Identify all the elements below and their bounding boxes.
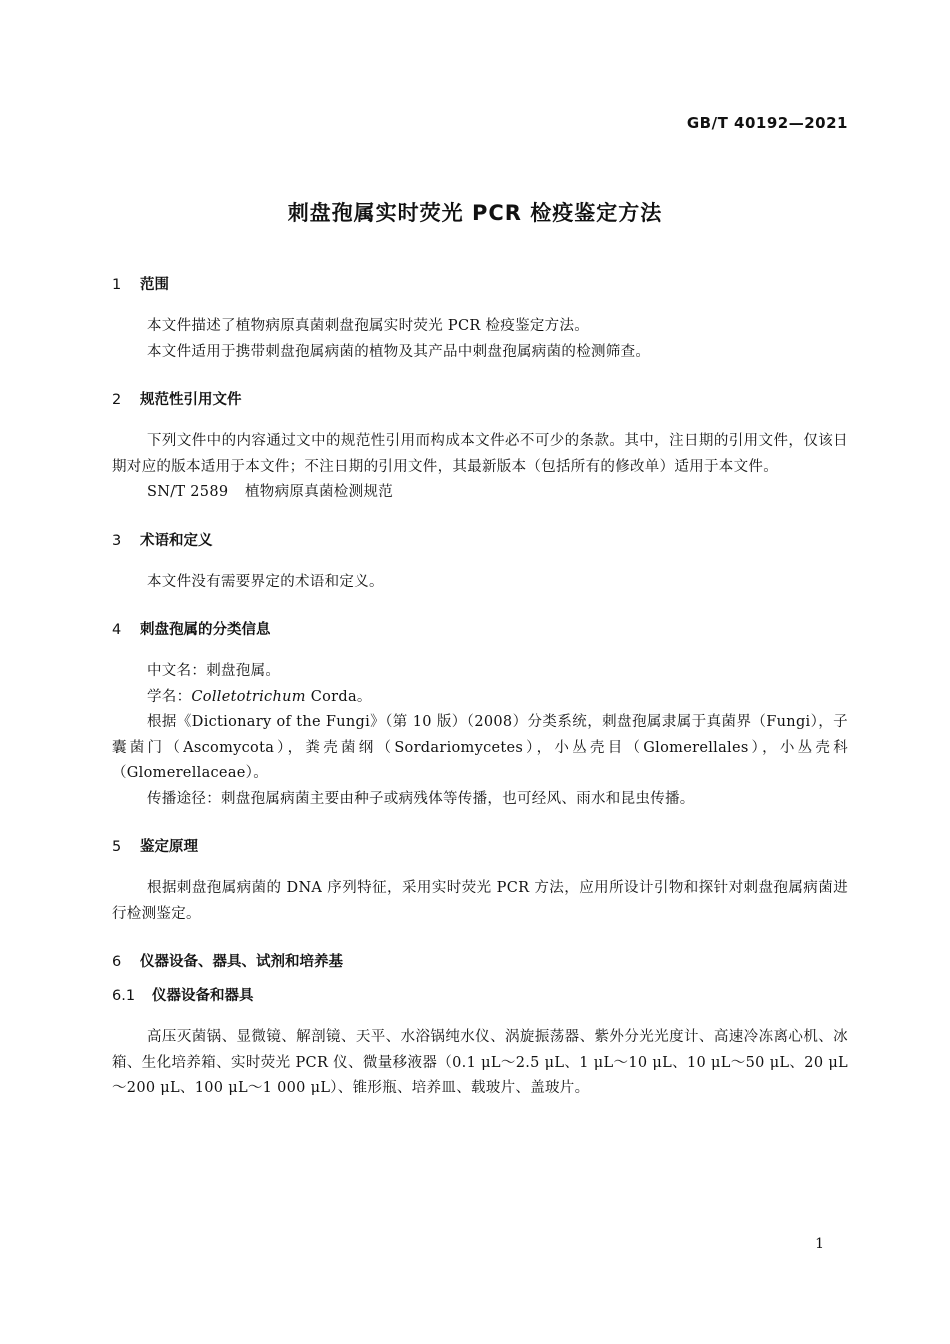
document-title: 刺盘孢属实时荧光 PCR 检疫鉴定方法 bbox=[287, 201, 663, 225]
paragraph: 根据刺盘孢属病菌的 DNA 序列特征，采用实时荧光 PCR 方法，应用所设计引物和探针对刺盘孢属病菌进行检测鉴定。 bbox=[112, 880, 848, 922]
document-body bbox=[112, 270, 848, 1122]
taxonomy-paragraph: 根据《Dictionary of the Fungi》（第 10 版）（2008）分类系统，刺盘孢属隶属于真菌界（Fungi），子囊菌门（Ascomycota），粪壳菌纲（Sordariomycetes），小丛壳目（Glomerellales），小丛壳科（Glomerellaceae）。 bbox=[112, 714, 848, 781]
section-number: 4 bbox=[112, 622, 122, 638]
section-title: 鉴定原理 bbox=[140, 839, 198, 855]
section-normative-references bbox=[112, 385, 848, 506]
paragraph: 本文件描述了植物病原真菌刺盘孢属实时荧光 PCR 检疫鉴定方法。 bbox=[147, 318, 590, 334]
reference-code: SN/T 2589 bbox=[147, 484, 229, 500]
scientific-name bbox=[112, 685, 848, 711]
subsection-heading bbox=[112, 981, 848, 1011]
section-title: 规范性引用文件 bbox=[140, 392, 242, 408]
section-heading bbox=[112, 385, 848, 415]
section-number: 2 bbox=[112, 392, 122, 408]
subsection-number: 6.1 bbox=[112, 988, 136, 1004]
section-equipment bbox=[112, 947, 848, 1102]
paragraph: 高压灭菌锅、显微镜、解剖镜、天平、水浴锅纯水仪、涡旋振荡器、紫外分光光度计、高速冷冻离心机、冰箱、生化培养箱、实时荧光 PCR 仪、微量移液器（0.1 μL～2.5 μL、1 μL～10 μL、10 μL～50 μL、20 μL～200 μL、100 μL～1 000 μL）、锥形瓶、培养皿、载玻片、盖玻片。 bbox=[112, 1029, 848, 1096]
section-number: 6 bbox=[112, 954, 122, 970]
section-heading bbox=[112, 832, 848, 862]
standard-code: GB/T 40192—2021 bbox=[686, 114, 848, 132]
section-heading bbox=[112, 615, 848, 645]
chinese-name: 中文名：刺盘孢属。 bbox=[147, 663, 281, 679]
section-principle bbox=[112, 832, 848, 927]
section-taxonomy bbox=[112, 615, 848, 812]
section-scope bbox=[112, 270, 848, 365]
section-number: 3 bbox=[112, 532, 122, 549]
reference-title: 植物病原真菌检测规范 bbox=[245, 484, 393, 500]
subsection-title: 仪器设备和器具 bbox=[152, 988, 254, 1004]
section-title: 范围 bbox=[140, 277, 169, 293]
reference-entry bbox=[112, 480, 848, 506]
section-title: 仪器设备、器具、试剂和培养基 bbox=[140, 954, 343, 970]
section-heading bbox=[112, 526, 848, 556]
author-name: Corda。 bbox=[305, 688, 372, 705]
page-number: 1 bbox=[815, 1236, 824, 1252]
section-heading bbox=[112, 270, 848, 300]
section-title: 刺盘孢属的分类信息 bbox=[140, 622, 271, 638]
section-title: 术语和定义 bbox=[140, 532, 213, 549]
scientific-name-label: 学名： bbox=[147, 688, 192, 705]
section-heading bbox=[112, 947, 848, 977]
genus-name: Colletotrichum bbox=[191, 688, 306, 705]
section-number: 1 bbox=[112, 277, 122, 293]
paragraph: 本文件没有需要界定的术语和定义。 bbox=[147, 573, 384, 590]
paragraph: 本文件适用于携带刺盘孢属病菌的植物及其产品中刺盘孢属病菌的检测筛查。 bbox=[147, 343, 651, 360]
section-number: 5 bbox=[112, 839, 122, 855]
paragraph: 下列文件中的内容通过文中的规范性引用而构成本文件必不可少的条款。其中，注日期的引用文件，仅该日期对应的版本适用于本文件；不注日期的引用文件，其最新版本（包括所有的修改单）适用于本文件。 bbox=[112, 433, 848, 475]
section-terms bbox=[112, 526, 848, 596]
transmission-paragraph: 传播途径：刺盘孢属病菌主要由种子或病残体等传播，也可经风、雨水和昆虫传播。 bbox=[147, 790, 695, 807]
